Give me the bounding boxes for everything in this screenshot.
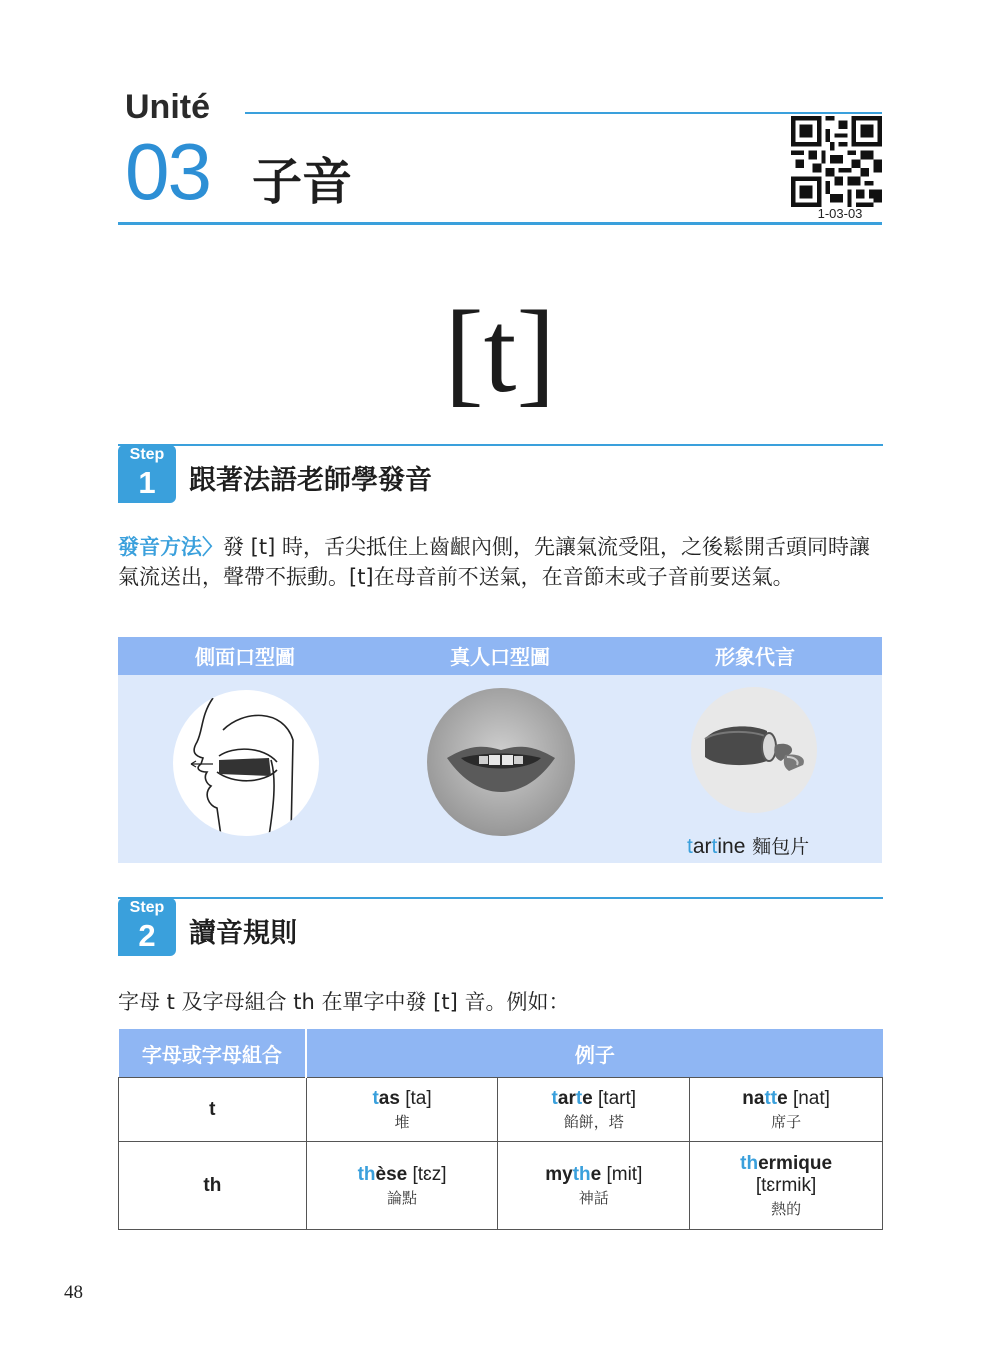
row-letter: t	[119, 1078, 307, 1142]
step-2-rule	[118, 897, 883, 899]
diagram-col-real: 真人口型圖	[450, 645, 550, 669]
caption-part-2: ar	[692, 835, 712, 858]
example-cell	[690, 1142, 883, 1230]
example-ipa: [tart]	[592, 1087, 637, 1109]
unit-number: 03	[125, 127, 210, 216]
example-gloss: 論點	[387, 1188, 418, 1207]
example-highlight: th	[357, 1163, 376, 1185]
step-2-title: 讀音規則	[189, 918, 297, 949]
unite-label: Unité	[125, 88, 210, 126]
step-word: Step	[129, 446, 165, 463]
table-row	[119, 1142, 883, 1230]
diagram-col-image: 形象代言	[715, 645, 795, 669]
diagram-panel	[118, 637, 882, 863]
example-ipa: [tɛrmik]	[755, 1174, 817, 1196]
phoneme-symbol: [t]	[444, 286, 556, 417]
caption-highlight-1: t	[687, 835, 693, 858]
example-caption	[687, 832, 809, 859]
example-word: as	[378, 1087, 400, 1109]
method-label: 發音方法〉	[118, 535, 223, 559]
step-1-title: 跟著法語老師學發音	[189, 465, 432, 496]
audio-code: 1-03-03	[817, 206, 863, 221]
method-text: 發 [t] 時，舌尖抵住上齒齦內側，先讓氣流受阻，之後鬆開舌頭同時讓氣流送出，聲帶不振動。[t]在母音前不送氣，在音節末或子音前要送氣。	[118, 535, 870, 589]
example-highlight: th	[572, 1163, 591, 1185]
header-examples: 例子	[306, 1029, 882, 1078]
example-word: èse	[375, 1163, 408, 1185]
step-word: Step	[129, 899, 165, 916]
row-letter: th	[119, 1142, 307, 1230]
diagram-col-side: 側面口型圖	[195, 645, 295, 669]
side-mouth-diagram	[173, 690, 319, 836]
example-word: na	[742, 1087, 765, 1109]
rules-table	[118, 1029, 883, 1230]
example-highlight: t	[372, 1087, 379, 1109]
caption-highlight-2: t	[711, 835, 718, 858]
example-word: my	[545, 1163, 573, 1185]
example-word: e	[582, 1087, 593, 1109]
diagram-header	[118, 637, 882, 675]
example-ipa: [nat]	[787, 1087, 830, 1109]
example-word: e	[590, 1163, 602, 1185]
example-word: e	[777, 1087, 788, 1109]
caption-part-4: ine	[717, 835, 746, 858]
lips-icon	[427, 688, 575, 836]
pronunciation-method	[118, 532, 884, 592]
real-mouth-photo	[427, 688, 575, 836]
example-gloss: 席子	[771, 1112, 802, 1131]
example-cell	[306, 1078, 498, 1142]
step-1-rule	[118, 444, 883, 446]
header-letter: 字母或字母組合	[119, 1029, 307, 1078]
step-number: 1	[138, 465, 156, 500]
unite-rule	[245, 112, 882, 114]
example-gloss: 堆	[394, 1112, 410, 1131]
step-1-badge	[118, 445, 176, 503]
header-rule	[118, 222, 882, 225]
example-cell	[498, 1078, 690, 1142]
example-word: ermique	[758, 1152, 833, 1174]
rules-intro: 字母 t 及字母組合 th 在單字中發 [t] 音。例如：	[118, 990, 570, 1014]
example-ipa: [mit]	[601, 1163, 643, 1185]
bread-image	[691, 687, 817, 813]
example-highlight: t	[551, 1087, 558, 1109]
mouth-cross-section-icon	[173, 690, 319, 836]
table-header-row	[119, 1029, 883, 1078]
qr-code-icon[interactable]	[791, 116, 882, 207]
example-highlight: t	[575, 1087, 583, 1109]
example-gloss: 餡餅，塔	[563, 1112, 624, 1131]
example-gloss: 神話	[578, 1188, 609, 1207]
example-cell	[690, 1078, 883, 1142]
example-ipa: [ta]	[399, 1087, 432, 1109]
example-ipa: [tɛz]	[407, 1163, 447, 1185]
example-word: ar	[557, 1087, 576, 1109]
page-number: 48	[64, 1282, 83, 1303]
example-highlight: tt	[764, 1087, 778, 1109]
example-cell	[306, 1142, 498, 1230]
example-highlight: th	[740, 1152, 759, 1174]
example-gloss: 熱的	[771, 1199, 802, 1218]
step-2-badge	[118, 898, 176, 956]
example-cell	[498, 1142, 690, 1230]
unit-title: 子音	[252, 153, 352, 211]
caption-gloss: 麵包片	[752, 836, 810, 858]
sliced-bread-icon	[691, 687, 817, 813]
step-number: 2	[138, 918, 156, 953]
table-row	[119, 1078, 883, 1142]
